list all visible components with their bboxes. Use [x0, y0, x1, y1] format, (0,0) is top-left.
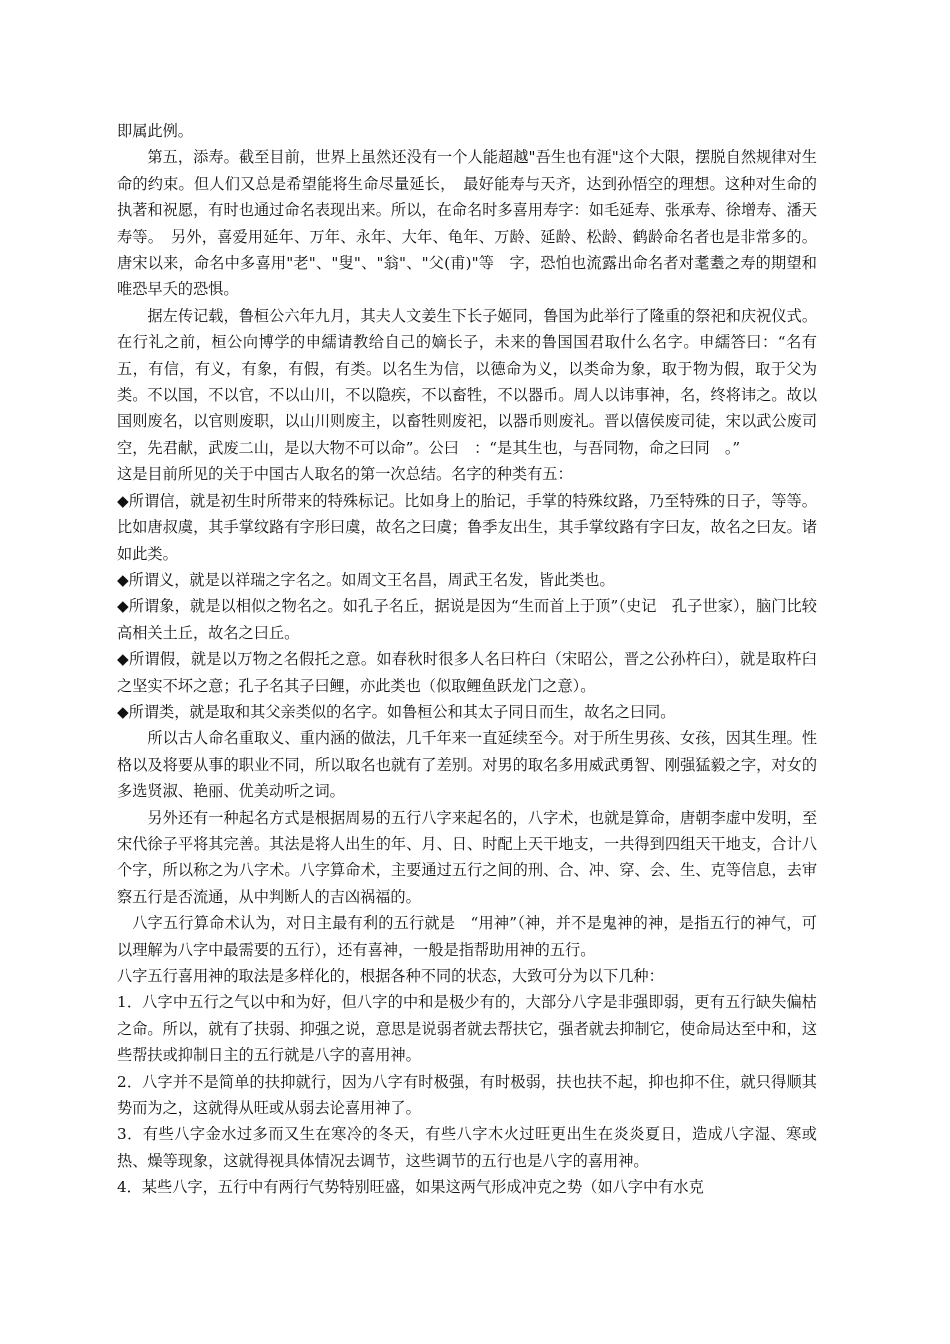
paragraph-2: 第五，添寿。截至目前，世界上虽然还没有一个人能超越"吾生也有涯"这个大限，摆脱自然规律对生命的约束。但人们又总是希望能将生命尽量延长， 最好能寿与天齐，达到孙悟空的理想。这种对生命的执著和祝愿，有时也通过命名表现出来。所以，在命名时多喜用寿字：如毛延寿、张承寿、徐增寿、潘天寿等。 另外，喜爱用延年、万年、永年、大年、龟年、万龄、延龄、松龄、鹤龄命名者也是非常多的。唐宋以来，命名中多喜用"老"、"叟"、"翁"、"父(甫)"等 字，恐怕也流露出命名者对耄耋之寿的期望和唯恐早夭的恐惧。	[117, 148, 817, 299]
list-item-yi: ◆所谓义，就是以祥瑞之字名之。如周文王名昌，周武王名发，皆此类也。	[117, 570, 615, 589]
document-page	[117, 118, 817, 1201]
list-item-lei: ◆所谓类，就是取和其父亲类似的名字。如鲁桓公和其太子同日而生，故名之曰同。	[117, 702, 676, 721]
numbered-item-2: 2．八字并不是简单的扶抑就行，因为八字有时极强，有时极弱，扶也扶不起，抑也抑不住，就只得顺其势而为之，这就得从旺或从弱去论喜用神了。	[117, 1072, 817, 1118]
paragraph-11: 另外还有一种起名方式是根据周易的五行八字来起名的，八字术，也就是算命，唐朝李虚中发明，至宋代徐子平将其完善。其法是将人出生的年、月、日、时配上天干地支，一共得到四组天干地支，合计八个字，所以称之为八字术。八字算命术，主要通过五行之间的刑、合、冲、穿、会、生、克等信息，去审察五行是否流通，从中判断人的吉凶祸福的。	[117, 808, 817, 906]
paragraph-3: 据左传记载，鲁桓公六年九月，其夫人文姜生下长子姬同，鲁国为此举行了隆重的祭祀和庆祝仪式。在行礼之前，桓公向博学的申繻请教给自己的嫡长子，未来的鲁国国君取什么名字。申繻答曰：“名有五，有信，有义，有象，有假，有类。以名生为信，以德命为义，以类命为象，取于物为假，取于父为类。不以国，不以官，不以山川，不以隐疾，不以畜牲，不以器币。周人以讳事神，名，终将讳之。故以国则废名，以官则废职，以山川则废主，以畜牲则废祀，以器币则废礼。晋以僖侯废司徒，宋以武公废司空，先君献，武废二山，是以大物不可以命”。公曰 ：“是其生也，与吾同物，命之曰同 。”	[117, 306, 817, 457]
list-item-xiang: ◆所谓象，就是以相似之物名之。如孔子名丘，据说是因为“生而首上于顶”（史记 孔子世家），脑门比较高相关土丘，故名之曰丘。	[117, 597, 817, 642]
paragraph-1: 即属此例。	[117, 122, 193, 140]
paragraph-4: 这是目前所见的关于中国古人取名的第一次总结。名字的种类有五：	[117, 465, 573, 484]
list-item-jia: ◆所谓假，就是以万物之名假托之意。如春秋时很多人名曰杵臼（宋昭公，晋之公孙杵臼），就是取杵臼之坚实不坏之意；孔子名其子曰鲤，亦此类也（似取鲤鱼跃龙门之意）。	[117, 650, 817, 695]
paragraph-13: 八字五行喜用神的取法是多样化的，根据各种不同的状态，大致可分为以下几种：	[117, 967, 664, 985]
numbered-item-3: 3．有些八字金水过多而又生在寒冷的冬天，有些八字木火过旺更出生在炎炎夏日，造成八字湿、寒或热、燥等现象，这就得视具体情况去调节，这些调节的五行也是八字的喜用神。	[117, 1125, 817, 1170]
list-item-xin: ◆所谓信，就是初生时所带来的特殊标记。比如身上的胎记，手掌的特殊纹路，乃至特殊的日子，等等。比如唐叔虞，其手掌纹路有字形曰虞，故名之曰虞；鲁季友出生，其手掌纹路有字曰友，故名之曰友。诸如此类。	[117, 491, 817, 563]
numbered-item-4: 4．某些八字，五行中有两行气势特别旺盛，如果这两气形成冲克之势（如八字中有水克	[117, 1178, 704, 1197]
paragraph-12: 八字五行算命术认为，对日主最有利的五行就是 “用神”（神，并不是鬼神的神，是指五行的神气，可以理解为八字中最需要的五行），还有喜神，一般是指帮助用神的五行。	[117, 914, 817, 959]
paragraph-10: 所以古人命名重取义、重内涵的做法，几千年来一直延续至今。对于所生男孩、女孩，因其生理。性格以及将要从事的职业不同，所以取名也就有了差别。对男的取名多用威武勇智、刚强猛毅之字，对女的多选贤淑、艳丽、优美动听之词。	[117, 729, 817, 801]
numbered-item-1: 1．八字中五行之气以中和为好，但八字的中和是极少有的，大部分八字是非强即弱，更有五行缺失偏枯之命。所以，就有了扶弱、抑强之说，意思是说弱者就去帮扶它，强者就去抑制它，使命局达至中和，这些帮扶或抑制日主的五行就是八字的喜用神。	[117, 993, 817, 1065]
